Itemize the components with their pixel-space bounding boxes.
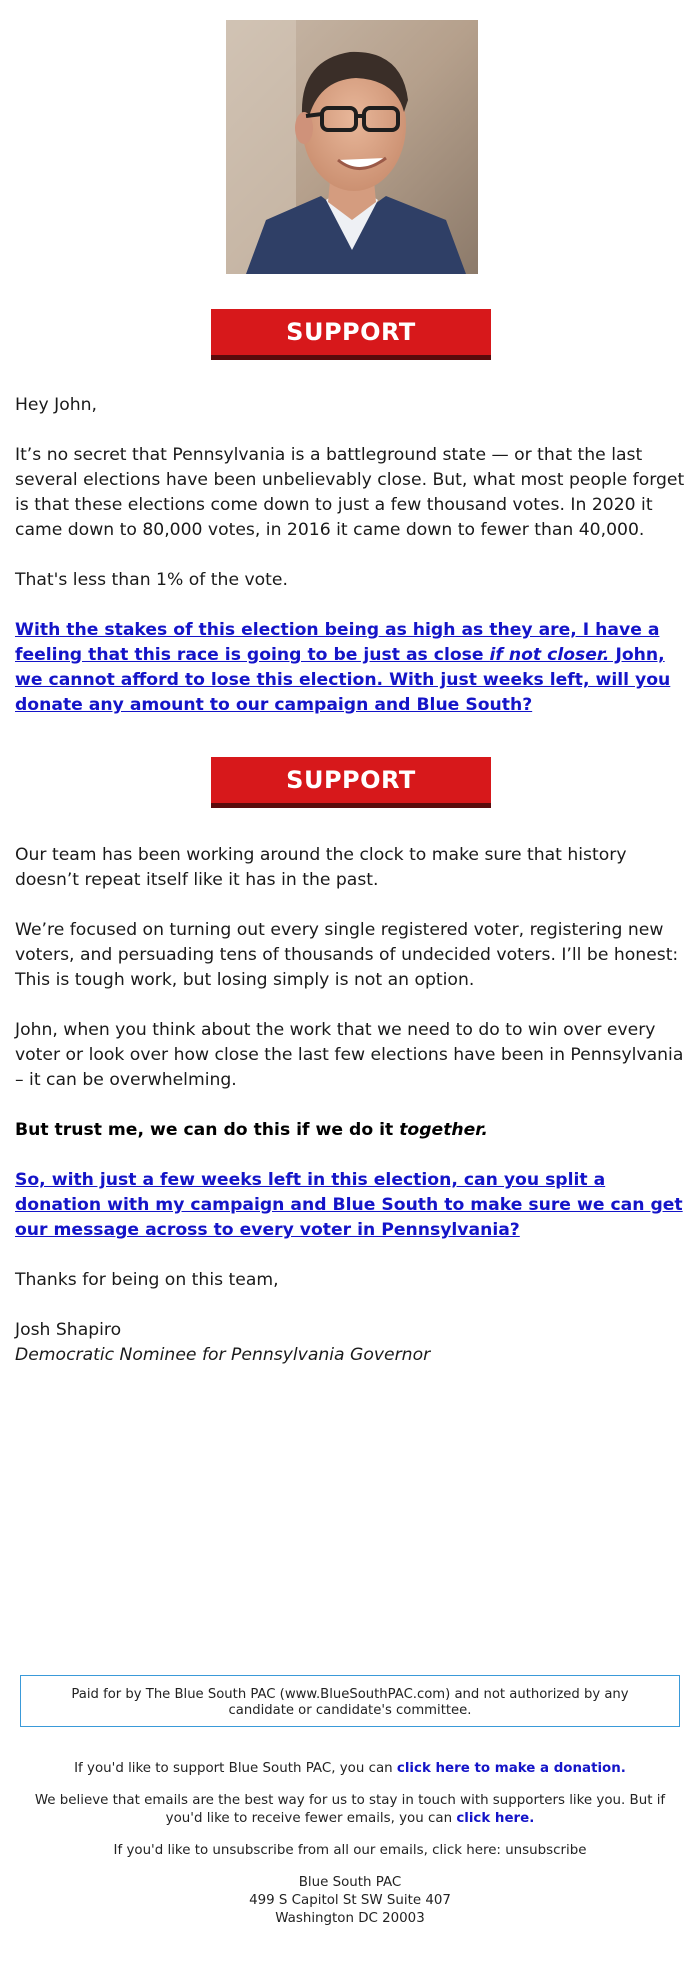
- donate-link-text-1[interactable]: With the stakes of this election being as high as they are, I have a feeling that this race is going to be just as close: [15, 620, 660, 665]
- paragraph-turnout: We’re focused on turning out every single registered voter, registering new voters, and persuading tens of thousands of undecided voters. I’ll be honest: This is tough work, but losing simply is not an option.: [15, 920, 679, 990]
- unsubscribe-line[interactable]: If you'd like to unsubscribe from all our emails, click here: unsubscribe: [113, 1843, 587, 1858]
- greeting: Hey John,: [15, 395, 97, 415]
- donate-link-text-2[interactable]: John, we cannot afford to lose this election. With just weeks left, will you donate any amount to our campaign and Blue South?: [15, 645, 671, 715]
- signature-name: Josh Shapiro: [15, 1320, 122, 1340]
- fewer-emails-line: [20, 1792, 680, 1828]
- trust-me-text: But trust me, we can do this if we do it: [15, 1120, 400, 1140]
- support-pac-line: [20, 1760, 680, 1778]
- together-italic: together.: [399, 1120, 488, 1140]
- signoff: Thanks for being on this team,: [15, 1270, 279, 1290]
- support-pac-text: If you'd like to support Blue South PAC, you can: [74, 1761, 397, 1776]
- make-donation-link[interactable]: click here to make a donation.: [396, 1761, 626, 1776]
- fewer-emails-link[interactable]: click here.: [456, 1811, 535, 1826]
- support-button-top[interactable]: SUPPORT: [211, 309, 491, 360]
- fewer-emails-text: We believe that emails are the best way for us to stay in touch with supporters like you. But if you'd like to receive fewer emails, you can: [34, 1793, 666, 1826]
- donate-link-paragraph[interactable]: [15, 618, 687, 718]
- split-donation-paragraph[interactable]: [15, 1168, 687, 1243]
- paragraph-overwhelming: John, when you think about the work that we need to do to win over every voter or look over how close the last few elections have been in Pennsylvania – it can be overwhelming.: [15, 1020, 684, 1090]
- trust-me-line: [15, 1118, 687, 1143]
- candidate-photo: [226, 20, 478, 274]
- paragraph-battleground: It’s no secret that Pennsylvania is a battleground state — or that the last several elections have been unbelievably close. But, what most people forget is that these elections come down to just a few thousand votes. In 2020 it came down to 80,000 votes, in 2016 it came down to fewer than 40,000.: [15, 445, 685, 540]
- paragraph-one-percent: That's less than 1% of the vote.: [15, 570, 288, 590]
- paid-for-disclaimer: Paid for by The Blue South PAC (www.BlueSouthPAC.com) and not authorized by any candidate or candidate's committee.: [20, 1675, 680, 1727]
- address-city: Washington DC 20003: [275, 1911, 425, 1926]
- donate-link-italic[interactable]: if not closer.: [489, 645, 610, 665]
- address-org: Blue South PAC: [298, 1875, 402, 1890]
- paragraph-history: Our team has been working around the clock to make sure that history doesn’t repeat itself like it has in the past.: [15, 845, 627, 890]
- signature-title: Democratic Nominee for Pennsylvania Governor: [15, 1345, 431, 1365]
- split-donation-link[interactable]: So, with just a few weeks left in this election, can you split a donation with my campaign and Blue South to make sure we can get our message across to every voter in Pennsylvania?: [15, 1170, 683, 1240]
- donate-link-stakes[interactable]: [15, 620, 670, 715]
- support-button-middle[interactable]: SUPPORT: [211, 757, 491, 808]
- address-street: 499 S Capitol St SW Suite 407: [249, 1893, 451, 1908]
